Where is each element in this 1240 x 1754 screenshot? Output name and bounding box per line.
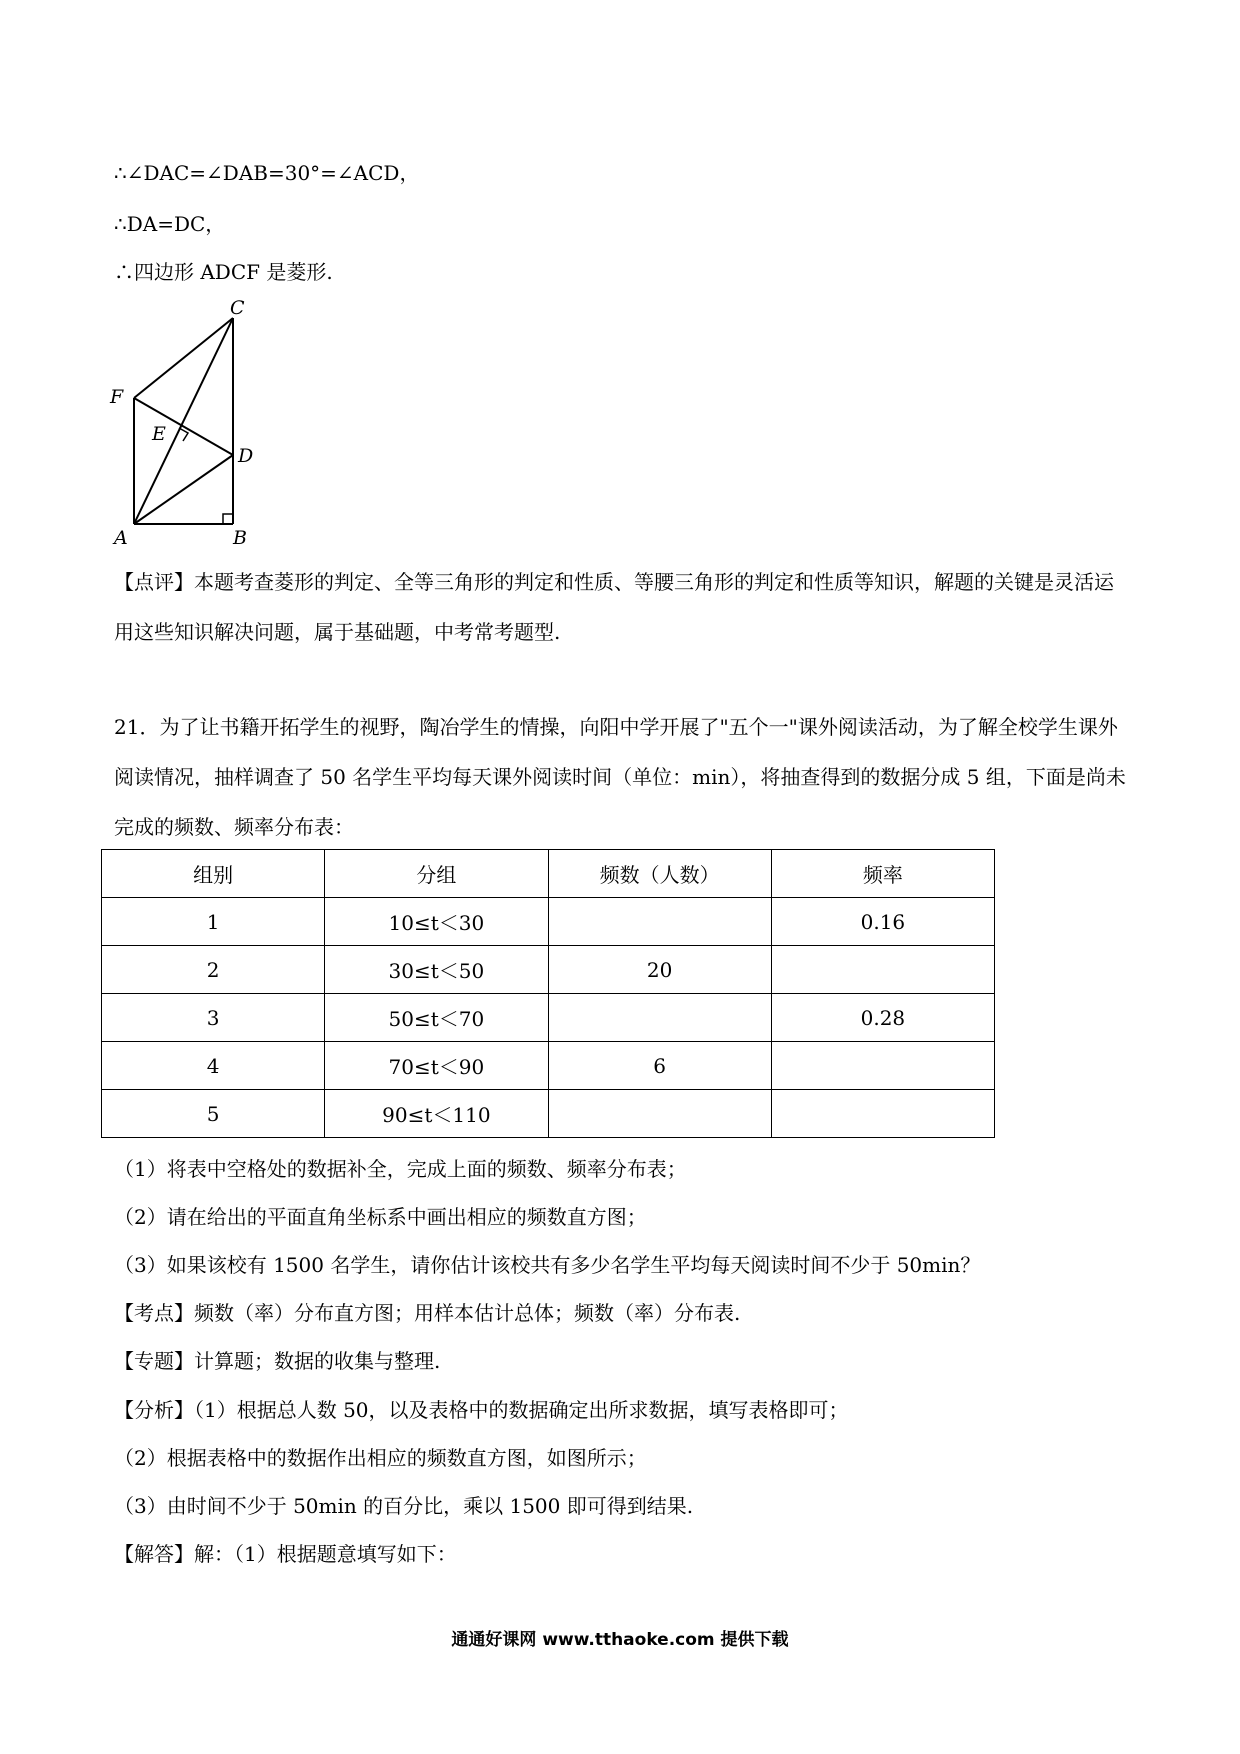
label-a: A (114, 527, 128, 549)
fenxi-line-1: 【分析】（1）根据总人数 50，以及表格中的数据确定出所求数据，填写表格即可； (114, 1398, 849, 1422)
table-row (102, 898, 995, 946)
right-angle-mark-b (223, 514, 233, 524)
proof-line-3: ∴四边形 ADCF 是菱形. (114, 260, 333, 284)
table-row (102, 1090, 995, 1138)
header-group: 组别 (102, 850, 325, 898)
table-cell: 0.16 (771, 898, 994, 946)
rhombus-diagram (100, 300, 270, 550)
segment-ac (134, 318, 233, 524)
table-header-row (102, 850, 995, 898)
table-cell: 3 (102, 994, 325, 1042)
geometry-figure (100, 300, 270, 550)
table-cell (548, 1090, 771, 1138)
segment-fc (134, 318, 233, 398)
table-cell: 4 (102, 1042, 325, 1090)
table-cell: 6 (548, 1042, 771, 1090)
table-row (102, 946, 995, 994)
table-cell (771, 1090, 994, 1138)
table-cell: 5 (102, 1090, 325, 1138)
zhuanti-line: 【专题】计算题；数据的收集与整理. (114, 1349, 441, 1373)
label-d: D (238, 445, 254, 467)
segment-ad (134, 455, 233, 524)
table-cell: 70≤t＜90 (325, 1042, 548, 1090)
table-cell: 0.28 (771, 994, 994, 1042)
label-f: F (110, 386, 124, 408)
table-cell: 20 (548, 946, 771, 994)
table-row (102, 994, 995, 1042)
header-rate: 频率 (771, 850, 994, 898)
proof-line-1: ∴∠DAC=∠DAB=30°=∠ACD， (114, 161, 420, 185)
header-range: 分组 (325, 850, 548, 898)
label-c: C (230, 300, 245, 319)
fenxi-line-2: （2）根据表格中的数据作出相应的频数直方图，如图所示； (114, 1446, 647, 1470)
right-angle-mark-e (179, 428, 188, 441)
table-cell: 90≤t＜110 (325, 1090, 548, 1138)
jieda-line: 【解答】解：（1）根据题意填写如下： (114, 1542, 457, 1566)
table-cell (548, 994, 771, 1042)
frequency-table (101, 849, 995, 1138)
table-cell: 10≤t＜30 (325, 898, 548, 946)
proof-line-2: ∴DA=DC， (114, 212, 226, 236)
page-footer: 通通好课网 www.tthaoke.com 提供下载 (451, 1630, 789, 1650)
kaodian-line: 【考点】频数（率）分布直方图；用样本估计总体；频数（率）分布表. (114, 1301, 741, 1325)
table-row (102, 1042, 995, 1090)
sub-question-1: （1）将表中空格处的数据补全，完成上面的频数、频率分布表； (114, 1157, 687, 1181)
table-cell (771, 1042, 994, 1090)
table-cell (548, 898, 771, 946)
question-21-stem: 21．为了让书籍开拓学生的视野，陶冶学生的情操，向阳中学开展了"五个一"课外阅读活动，为了解全校学生课外阅读情况，抽样调查了 50 名学生平均每天课外阅读时间（单位：min），将抽查得到的数据分成 5 组，下面是尚未完成的频数、频率分布表： (114, 715, 1126, 839)
header-frequency: 频数（人数） (548, 850, 771, 898)
sub-question-2: （2）请在给出的平面直角坐标系中画出相应的频数直方图； (114, 1205, 647, 1229)
comment-paragraph: 【点评】本题考查菱形的判定、全等三角形的判定和性质、等腰三角形的判定和性质等知识，解题的关键是灵活运用这些知识解决问题，属于基础题，中考常考题型. (114, 570, 1114, 644)
table-cell: 50≤t＜70 (325, 994, 548, 1042)
table-cell: 2 (102, 946, 325, 994)
table-cell (771, 946, 994, 994)
sub-question-3: （3）如果该校有 1500 名学生，请你估计该校共有多少名学生平均每天阅读时间不少于 50min？ (114, 1253, 981, 1277)
label-b: B (233, 527, 247, 549)
table-cell: 30≤t＜50 (325, 946, 548, 994)
table-cell: 1 (102, 898, 325, 946)
fenxi-line-3: （3）由时间不少于 50min 的百分比，乘以 1500 即可得到结果. (114, 1494, 694, 1518)
segment-fd (134, 398, 233, 455)
label-e: E (152, 423, 166, 445)
